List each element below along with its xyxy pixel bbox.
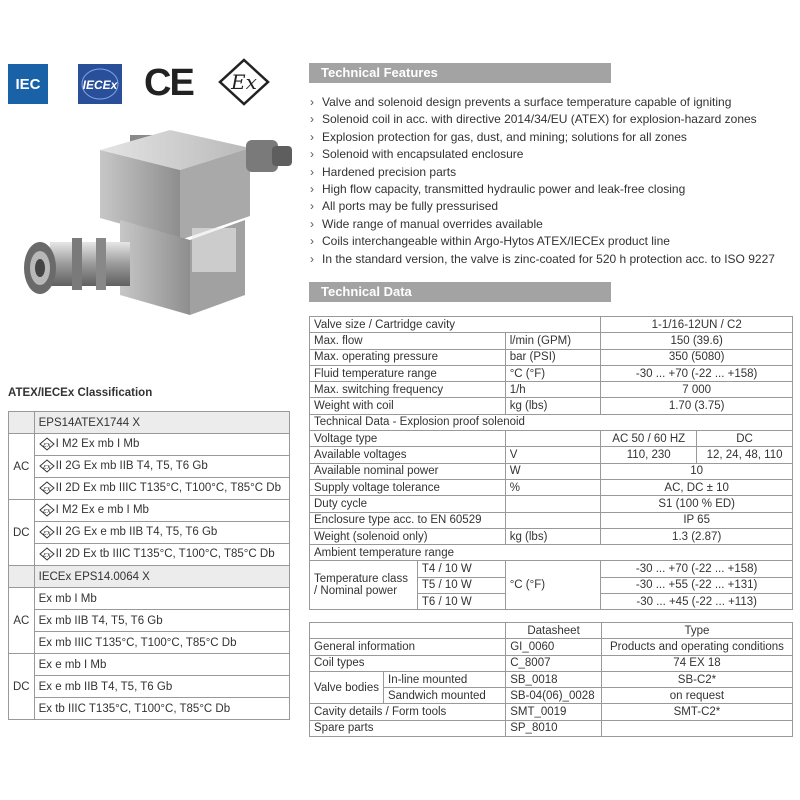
ex-mark-icon — [39, 547, 55, 561]
cell-unit: W — [505, 463, 601, 479]
bullet: › — [310, 251, 314, 266]
cell-value-ac: AC 50 / 60 HZ — [601, 431, 697, 447]
feature-text: High flow capacity, transmitted hydraulic power and leak-free closing — [322, 181, 686, 196]
cell-datasheet: C_8007 — [506, 655, 602, 671]
cell-empty — [9, 412, 35, 434]
cell-sublabel: Sandwich mounted — [384, 688, 506, 704]
atex-mark-row — [34, 500, 289, 522]
cell-label: Duty cycle — [310, 496, 506, 512]
atex-marking: I M2 Ex e mb I Mb — [55, 504, 149, 517]
ex-mark-icon — [39, 437, 55, 451]
solenoid-section-header: Technical Data - Explosion proof solenoid — [310, 414, 793, 430]
cell-unit: kg (lbs) — [505, 528, 601, 544]
ex-mark-icon — [39, 459, 55, 473]
cell-label: Valve bodies — [310, 671, 384, 704]
iecex-marking: Ex mb IIIC T135°C, T100°C, T85°C Db — [34, 632, 289, 654]
cell-type: SB-C2* — [601, 671, 792, 687]
temp-class: T4 / 10 W — [417, 561, 505, 577]
cell-value: -30 ... +45 (-22 ... +113) — [601, 594, 793, 610]
technical-data-table — [309, 316, 793, 610]
cell-label: Coil types — [310, 655, 506, 671]
feature-text: Coils interchangeable within Argo-Hytos ATEX/IECEx product line — [322, 234, 670, 249]
cell-value: AC, DC ± 10 — [601, 479, 793, 495]
cell-value: 150 (39.6) — [601, 333, 793, 349]
cell-value: 1.3 (2.87) — [601, 528, 793, 544]
cell-label: Valve size / Cartridge cavity — [310, 317, 601, 333]
iecex-marking: Ex mb I Mb — [34, 588, 289, 610]
svg-text:εx: εx — [42, 529, 51, 538]
table-row — [9, 434, 290, 456]
cell-value: 10 — [601, 463, 793, 479]
atex-mark-row — [34, 522, 289, 544]
table-row — [310, 496, 793, 512]
cell-unit: °C (°F) — [505, 365, 601, 381]
temp-unit: °C (°F) — [505, 561, 601, 610]
cell-label: Cavity details / Form tools — [310, 704, 506, 720]
table-row — [9, 588, 290, 610]
ex-logo — [218, 58, 270, 106]
bullet: › — [310, 112, 314, 127]
atex-marking: II 2G Ex mb IIB T4, T5, T6 Gb — [55, 460, 208, 473]
svg-text:εx: εx — [42, 507, 51, 516]
atex-marking: II 2D Ex tb IIIC T135°C, T100°C, T85°C Db — [55, 548, 275, 561]
cell-value: IP 65 — [601, 512, 793, 528]
atex-marking: II 2G Ex e mb IIB T4, T5, T6 Gb — [55, 526, 218, 539]
list-item — [310, 216, 798, 233]
table-row — [9, 698, 290, 720]
cell-unit: l/min (GPM) — [505, 333, 601, 349]
table-row — [9, 456, 290, 478]
cell-type — [601, 720, 792, 736]
cell-label: Max. switching frequency — [310, 382, 506, 398]
temp-class: T6 / 10 W — [417, 594, 505, 610]
list-item — [310, 198, 798, 215]
table-row — [310, 720, 793, 736]
atex-classification-title: ATEX/IECEx Classification — [8, 387, 153, 399]
cell-value: 350 (5080) — [601, 349, 793, 365]
cell-label: Weight (solenoid only) — [310, 528, 506, 544]
cell-label: Spare parts — [310, 720, 506, 736]
feature-text: Solenoid with encapsulated enclosure — [322, 147, 524, 162]
table-row — [310, 382, 793, 398]
table-row — [310, 704, 793, 720]
svg-text:εx: εx — [42, 463, 51, 472]
table-row — [310, 447, 793, 463]
cell-value-dc: DC — [697, 431, 793, 447]
atex-mark-row — [34, 478, 289, 500]
feature-text: Hardened precision parts — [322, 164, 457, 179]
atex-marking: I M2 Ex mb I Mb — [55, 438, 140, 451]
table-row — [310, 623, 793, 639]
cell-unit: 1/h — [505, 382, 601, 398]
cell-unit — [505, 496, 601, 512]
ac-label: AC — [9, 588, 35, 654]
ex-mark-icon — [39, 481, 55, 495]
iecex-marking: Ex tb IIIC T135°C, T100°C, T85°C Db — [34, 698, 289, 720]
list-item — [310, 146, 798, 163]
bullet: › — [310, 95, 314, 109]
svg-text:εx: εx — [42, 441, 51, 450]
bullet: › — [310, 129, 314, 144]
cell-type: 74 EX 18 — [601, 655, 792, 671]
table-row — [310, 365, 793, 381]
list-item — [310, 94, 798, 111]
feature-text: All ports may be fully pressurised — [322, 199, 499, 214]
iecex-logo — [78, 64, 122, 104]
cell-label: Available voltages — [310, 447, 506, 463]
bullet: › — [310, 147, 314, 162]
feature-text: Wide range of manual overrides available — [322, 216, 543, 231]
cell-label: Enclosure type acc. to EN 60529 — [310, 512, 506, 528]
table-row — [9, 522, 290, 544]
cell-unit: kg (lbs) — [505, 398, 601, 414]
bullet: › — [310, 216, 314, 231]
ex-logo-text: Ex — [231, 70, 257, 94]
table-row — [310, 414, 793, 430]
column-header-datasheet: Datasheet — [506, 623, 602, 639]
table-row — [310, 479, 793, 495]
table-row — [310, 561, 793, 577]
feature-text: Explosion protection for gas, dust, and mining; solutions for all zones — [322, 129, 687, 144]
list-item — [310, 129, 798, 146]
cell-sublabel: In-line mounted — [384, 671, 506, 687]
feature-text: In the standard version, the valve is zinc-coated for 520 h protection acc. to ISO 9227 — [322, 251, 775, 266]
list-item — [310, 164, 798, 181]
cell-value-dc: 12, 24, 48, 110 — [697, 447, 793, 463]
cell-datasheet: SMT_0019 — [506, 704, 602, 720]
cell-value: 1.70 (3.75) — [601, 398, 793, 414]
cell-empty — [310, 623, 506, 639]
table-row — [9, 654, 290, 676]
table-row — [310, 349, 793, 365]
atex-marking: II 2D Ex mb IIIC T135°C, T100°C, T85°C Db — [55, 482, 281, 495]
table-row — [9, 412, 290, 434]
cell-label: Voltage type — [310, 431, 506, 447]
bullet: › — [310, 164, 314, 179]
iec-logo-text: IEC — [15, 75, 41, 93]
ac-label: AC — [9, 434, 35, 500]
cell-value: -30 ... +70 (-22 ... +158) — [601, 365, 793, 381]
features-list — [310, 94, 798, 268]
table-row — [9, 478, 290, 500]
cell-label: Weight with coil — [310, 398, 506, 414]
table-row — [310, 528, 793, 544]
cell-type: Products and operating conditions — [601, 639, 792, 655]
table-row — [310, 333, 793, 349]
list-item — [310, 251, 798, 268]
svg-text:εx: εx — [42, 551, 51, 560]
ex-mark-icon — [39, 503, 55, 517]
cell-value: 7 000 — [601, 382, 793, 398]
cell-empty — [9, 566, 35, 588]
bullet: › — [310, 234, 314, 249]
temp-class-label: Temperature class / Nominal power — [310, 561, 418, 610]
table-row — [9, 500, 290, 522]
list-item — [310, 111, 798, 128]
cell-label: Fluid temperature range — [310, 365, 506, 381]
technical-features-header: Technical Features — [309, 63, 611, 83]
ambient-header: Ambient temperature range — [310, 545, 793, 561]
iecex-marking: Ex e mb I Mb — [34, 654, 289, 676]
list-item — [310, 181, 798, 198]
table-row — [9, 676, 290, 698]
temp-class: T5 / 10 W — [417, 577, 505, 593]
bullet: › — [310, 181, 314, 196]
cell-value: 1-1/16-12UN / C2 — [601, 317, 793, 333]
svg-text:εx: εx — [42, 485, 51, 494]
table-row — [310, 655, 793, 671]
table-row — [9, 632, 290, 654]
cell-unit — [505, 512, 601, 528]
table-row — [310, 398, 793, 414]
atex-mark-row — [34, 434, 289, 456]
bullet: › — [310, 199, 314, 214]
table-row — [310, 545, 793, 561]
ex-mark-icon — [39, 525, 55, 539]
table-row — [310, 671, 793, 687]
valve-product-image — [10, 120, 300, 340]
cell-unit — [505, 431, 601, 447]
table-row — [310, 431, 793, 447]
documentation-table — [309, 622, 793, 737]
feature-text: Solenoid coil in acc. with directive 2014/34/EU (ATEX) for explosion-hazard zones — [322, 112, 757, 127]
iecex-marking: Ex mb IIB T4, T5, T6 Gb — [34, 610, 289, 632]
cell-datasheet: SB-04(06)_0028 — [506, 688, 602, 704]
iec-logo — [8, 64, 48, 104]
dc-label: DC — [9, 654, 35, 720]
dc-label: DC — [9, 500, 35, 566]
cell-unit: % — [505, 479, 601, 495]
table-row — [310, 463, 793, 479]
table-row — [9, 566, 290, 588]
cell-datasheet: SP_8010 — [506, 720, 602, 736]
cell-datasheet: SB_0018 — [506, 671, 602, 687]
cell-datasheet: GI_0060 — [506, 639, 602, 655]
cell-unit: V — [505, 447, 601, 463]
cell-label: Available nominal power — [310, 463, 506, 479]
table-row — [9, 544, 290, 566]
iecex-logo-text: IECEx — [82, 78, 118, 92]
atex-classification-table — [8, 411, 290, 720]
atex-mark-row — [34, 544, 289, 566]
cell-type: SMT-C2* — [601, 704, 792, 720]
feature-text: Valve and solenoid design prevents a surface temperature capable of igniting — [322, 95, 732, 109]
cell-value: -30 ... +55 (-22 ... +131) — [601, 577, 793, 593]
iecex-certificate: IECEx EPS14.0064 X — [34, 566, 289, 588]
technical-data-header: Technical Data — [309, 282, 611, 302]
atex-mark-row — [34, 456, 289, 478]
column-header-type: Type — [601, 623, 792, 639]
ce-logo: CE — [144, 62, 193, 104]
table-row — [310, 512, 793, 528]
table-row — [310, 317, 793, 333]
cell-value: S1 (100 % ED) — [601, 496, 793, 512]
cell-label: Max. flow — [310, 333, 506, 349]
cell-value: -30 ... +70 (-22 ... +158) — [601, 561, 793, 577]
cell-type: on request — [601, 688, 792, 704]
list-item — [310, 233, 798, 250]
atex-certificate: EPS14ATEX1744 X — [34, 412, 289, 434]
cell-label: Supply voltage tolerance — [310, 479, 506, 495]
cell-label: Max. operating pressure — [310, 349, 506, 365]
table-row — [9, 610, 290, 632]
table-row — [310, 639, 793, 655]
iecex-marking: Ex e mb IIB T4, T5, T6 Gb — [34, 676, 289, 698]
cell-unit: bar (PSI) — [505, 349, 601, 365]
cell-value-ac: 110, 230 — [601, 447, 697, 463]
cell-label: General information — [310, 639, 506, 655]
